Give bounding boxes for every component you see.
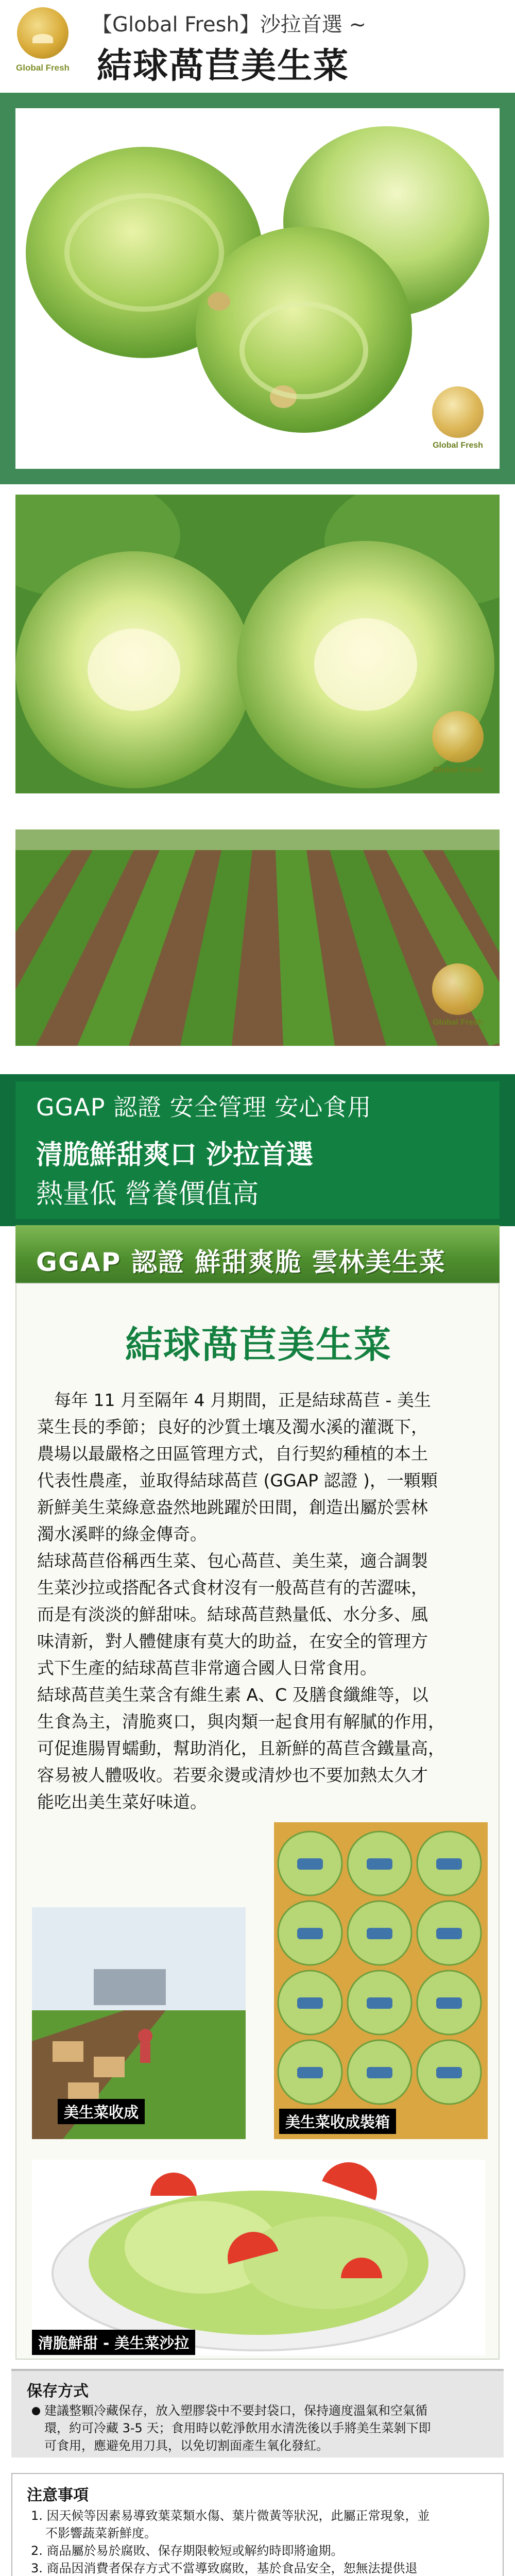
packing-photo [274,1822,488,2139]
packing-caption: 美生菜收成裝箱 [279,2109,396,2134]
storage-text [32,2402,490,2454]
badge-emblem-icon [432,386,484,438]
salad-illustration [32,2160,485,2355]
storage-line: 可食用，應避免用刀具，以免切割面產生氧化發紅。 [44,2438,329,2453]
badge-emblem-icon [432,711,484,762]
article-line: 生菜沙拉或搭配各式食材沒有一般萵苣有的苦澀味， [37,1578,428,1598]
article-card [15,1283,500,2360]
storage-line: 建議整顆冷藏保存，放入塑膠袋中不要封袋口，保持適度溫氣和空氣循 [32,2402,490,2419]
harvest-photo [32,1907,246,2139]
article-title: 結球萵苣美生菜 [125,1323,392,1366]
article-line: 農場以最嚴格之田區管理方式，自行契約種植的本土 [37,1444,428,1464]
storage-section [11,2369,504,2458]
lettuce-heads-illustration [15,108,500,469]
lettuce-heads-photo [15,108,500,469]
article-line: 容易被人體吸收。若要汆燙或清炒也不要加熱太久才 [37,1765,428,1785]
lettuce-closeup-illustration [15,495,500,793]
packing-illustration [274,1822,488,2139]
article-line: 可促進腸胃蠕動，幫助消化，且新鮮的萵苣含鐵量高， [37,1738,445,1758]
article-line: 每年 11 月至隔年 4 月期間，正是結球萵苣 - 美生 [37,1390,431,1410]
badge-text: Global Fresh [433,766,483,774]
photo-badge-1 [427,386,488,464]
article-line: 結球萵苣俗稱西生菜、包心萵苣、美生菜，適合調製 [37,1551,428,1571]
article-line: 代表性農產，並取得結球萵苣 (GGAP 認證 )，一顆顆 [37,1470,438,1490]
article-line: 而是有淡淡的鮮甜味。結球萵苣熱量低、水分多、風 [37,1604,428,1624]
notes-list [31,2507,494,2576]
notes-title: 注意事項 [27,2486,89,2504]
banner-line-taste: 清脆鮮甜爽口 沙拉首選 [36,1140,314,1171]
banner-line-nutrition: 熱量低 營養價值高 [36,1179,259,1210]
article-line: 新鮮美生菜綠意盎然地跳躍於田間，創造出屬於雲林 [37,1497,428,1517]
logo-text: Global Fresh [16,63,70,73]
logo-emblem-icon [17,7,68,59]
article-line: 菜生長的季節；良好的沙質土壤及濁水溪的灌溉下， [37,1417,428,1437]
article-line: 結球萵苣美生菜含有維生素 A、C 及膳食纖維等，以 [37,1685,428,1705]
lettuce-field-photo [15,829,500,1046]
notes-item-line: 3. 商品因消費者保存方式不當導致腐敗，基於食品安全，恕無法提供退 [31,2561,418,2575]
badge-text: Global Fresh [433,441,483,450]
article-line: 味清新，對人體健康有莫大的助益，在安全的管理方 [37,1631,428,1651]
storage-line: 環，約可冷藏 3-5 天；食用時以乾淨飲用水清洗後以手將美生菜剝下即 [44,2421,431,2435]
page-title: 結球萵苣美生菜 [97,46,350,87]
storage-title: 保存方式 [27,2382,89,2400]
photo-badge-3 [427,963,488,1041]
photo-frame-1 [0,93,515,484]
brand-logo [12,7,73,80]
feature-banner [0,1074,515,1226]
harvest-caption: 美生菜收成 [58,2099,145,2124]
bullet-icon [32,2407,40,2415]
notes-item-line: 2. 商品屬於易於腐敗、保存期限較短或解約時即將逾期。 [31,2544,344,2558]
header-subtitle: 【Global Fresh】沙拉首選 ~ [92,13,367,37]
article-paragraph [37,1387,480,1816]
field-strip-banner [15,1225,500,1292]
field-rows-illustration [15,829,500,1046]
notes-section [11,2473,504,2576]
article-line: 濁水溪畔的綠金傳奇。 [37,1524,207,1544]
article-line: 式下生產的結球萵苣非常適合國人日常食用。 [37,1658,377,1678]
salad-caption: 清脆鮮甜 - 美生菜沙拉 [32,2330,195,2355]
notes-item-line: 不影響蔬菜新鮮度。 [45,2526,157,2540]
badge-emblem-icon [432,963,484,1015]
notes-item-line: 1. 因天候等因素易導致葉菜類水傷、葉片微黃等狀況，此屬正常現象，並 [31,2509,430,2523]
article-line: 生食為主，清脆爽口，與肉類一起食用有解膩的作用， [37,1711,445,1732]
banner-line-certification: GGAP 認證 安全管理 安心食用 [36,1093,372,1121]
lettuce-closeup-photo [15,495,500,793]
salad-photo [32,2160,485,2355]
photo-badge-2 [427,711,488,788]
strip-headline: GGAP 認證 鮮甜爽脆 雲林美生菜 [36,1247,446,1277]
page-header [0,0,515,90]
article-line: 能吃出美生菜好味道。 [37,1792,207,1812]
badge-text: Global Fresh [433,1018,483,1027]
